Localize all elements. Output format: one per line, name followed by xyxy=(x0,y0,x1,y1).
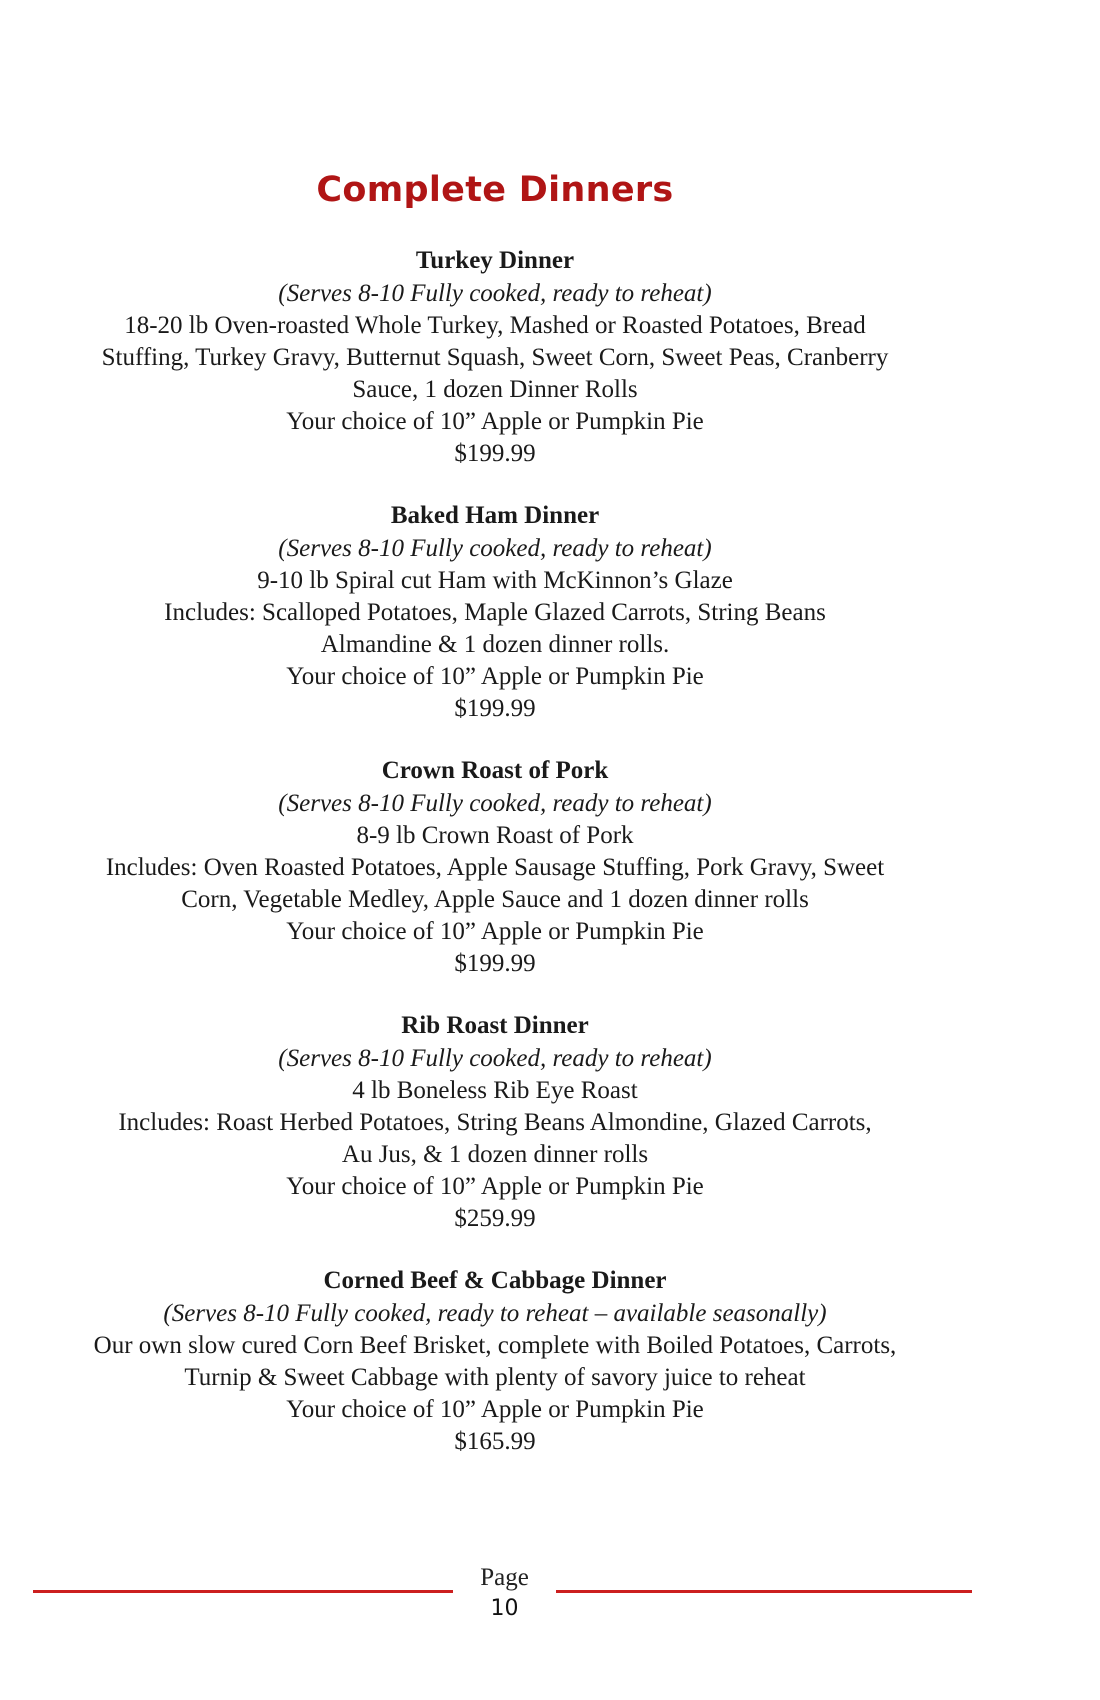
item-description-line: Includes: Scalloped Potatoes, Maple Glazed Carrots, String Beans xyxy=(164,599,826,626)
menu-item-turkey-dinner xyxy=(30,246,960,470)
item-serves: (Serves 8-10 Fully cooked, ready to reheat) xyxy=(278,1045,712,1072)
item-description-line: 9-10 lb Spiral cut Ham with McKinnon’s Glaze xyxy=(257,567,733,594)
item-description-line: Stuffing, Turkey Gravy, Butternut Squash, Sweet Corn, Sweet Peas, Cranberry xyxy=(101,344,889,371)
footer-divider-right xyxy=(556,1590,972,1593)
menu-item-rib-roast-dinner xyxy=(30,1011,960,1235)
item-serves: (Serves 8-10 Fully cooked, ready to reheat – available seasonally) xyxy=(163,1300,827,1327)
item-name: Turkey Dinner xyxy=(415,247,575,274)
item-description-line: Includes: Roast Herbed Potatoes, String Beans Almondine, Glazed Carrots, xyxy=(118,1109,872,1136)
page-heading: Complete Dinners xyxy=(316,170,674,210)
item-description-line: Au Jus, & 1 dozen dinner rolls xyxy=(341,1141,649,1168)
item-serves: (Serves 8-10 Fully cooked, ready to reheat) xyxy=(278,790,712,817)
page-number-block xyxy=(453,1562,556,1624)
item-pie-choice: Your choice of 10” Apple or Pumpkin Pie xyxy=(286,663,704,690)
item-pie-choice: Your choice of 10” Apple or Pumpkin Pie xyxy=(286,918,704,945)
item-description-line: 18-20 lb Oven-roasted Whole Turkey, Mashed or Roasted Potatoes, Bread xyxy=(124,312,866,339)
item-price: $259.99 xyxy=(454,1205,536,1232)
dinner-menu xyxy=(30,246,960,1489)
item-name: Rib Roast Dinner xyxy=(401,1012,589,1039)
item-description-line: Almandine & 1 dozen dinner rolls. xyxy=(320,631,670,658)
menu-item-baked-ham-dinner xyxy=(30,501,960,725)
item-description-line: 4 lb Boneless Rib Eye Roast xyxy=(352,1077,638,1104)
item-description-line: Turnip & Sweet Cabbage with plenty of savory juice to reheat xyxy=(184,1364,806,1391)
item-description-line: Corn, Vegetable Medley, Apple Sauce and 1 dozen dinner rolls xyxy=(181,886,809,913)
item-name: Baked Ham Dinner xyxy=(390,502,600,529)
item-price: $199.99 xyxy=(454,440,536,467)
page-number: 10 xyxy=(490,1596,519,1621)
item-name: Corned Beef & Cabbage Dinner xyxy=(323,1267,667,1294)
item-pie-choice: Your choice of 10” Apple or Pumpkin Pie xyxy=(286,1173,704,1200)
item-description-line: Sauce, 1 dozen Dinner Rolls xyxy=(352,376,638,403)
item-description-line: 8-9 lb Crown Roast of Pork xyxy=(356,822,634,849)
footer-divider-left xyxy=(33,1590,453,1593)
item-serves: (Serves 8-10 Fully cooked, ready to reheat) xyxy=(278,535,712,562)
item-pie-choice: Your choice of 10” Apple or Pumpkin Pie xyxy=(286,1396,704,1423)
menu-item-crown-roast-of-pork xyxy=(30,756,960,980)
item-serves: (Serves 8-10 Fully cooked, ready to reheat) xyxy=(278,280,712,307)
item-price: $165.99 xyxy=(454,1428,536,1455)
item-price: $199.99 xyxy=(454,950,536,977)
item-price: $199.99 xyxy=(454,695,536,722)
item-description-line: Our own slow cured Corn Beef Brisket, complete with Boiled Potatoes, Carrots, xyxy=(93,1332,897,1359)
page-label: Page xyxy=(480,1564,529,1591)
item-name: Crown Roast of Pork xyxy=(381,757,609,784)
menu-item-corned-beef-cabbage-dinner xyxy=(30,1266,960,1458)
item-description-line: Includes: Oven Roasted Potatoes, Apple Sausage Stuffing, Pork Gravy, Sweet xyxy=(105,854,885,881)
item-pie-choice: Your choice of 10” Apple or Pumpkin Pie xyxy=(286,408,704,435)
